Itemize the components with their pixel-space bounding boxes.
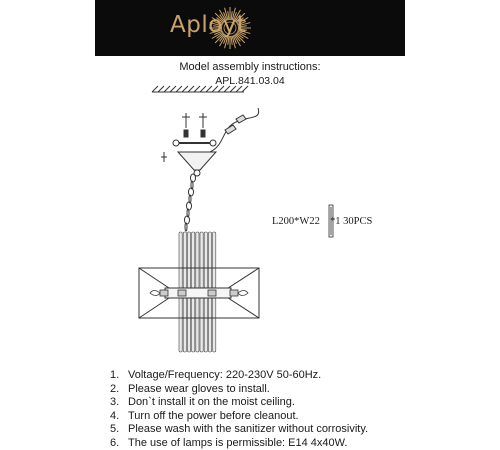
glass-rod-cluster-lower (179, 298, 216, 352)
instruction-item (110, 369, 368, 383)
brand-banner (95, 0, 405, 56)
instruction-item (110, 383, 368, 397)
mounting-screws-icon (173, 113, 216, 146)
instruction-number: 4. (110, 409, 120, 422)
glass-rod-cluster-upper (179, 232, 216, 288)
instruction-number: 1. (110, 369, 120, 381)
instruction-number: 2. (110, 382, 120, 395)
instruction-text: Please wear gloves to install. (128, 382, 270, 395)
instructions-list (110, 369, 368, 450)
instruction-item (110, 410, 368, 424)
ceiling-hatch (152, 86, 248, 92)
assembly-drawing (0, 80, 500, 370)
instruction-item (110, 396, 368, 410)
rod-size: L200*W22 (272, 216, 320, 227)
instruction-item (110, 423, 368, 437)
brand-name: Aployt (170, 12, 247, 38)
instruction-text: The use of lamps is permissible: E14 4x40W. (128, 436, 348, 449)
instruction-number: 3. (110, 396, 120, 408)
instruction-text: Please wash with the sanitizer without corrosivity. (128, 423, 369, 435)
chain (185, 174, 196, 231)
canopy (161, 152, 216, 176)
instruction-text: Voltage/Frequency: 220-230V 50-60Hz. (128, 369, 322, 381)
instruction-number: 5. (110, 423, 120, 435)
rod-quantity: *1 30PCS (330, 216, 373, 227)
wire-connector-icon (210, 108, 259, 152)
instruction-number: 6. (110, 436, 120, 449)
instruction-text: Don`t install it on the moist ceiling. (128, 396, 295, 408)
instruction-text: Turn off the power before cleanout. (128, 409, 299, 422)
model-number: APL.841.03.04 (215, 75, 285, 87)
page-title: Model assembly instructions: (179, 61, 321, 73)
instruction-item (110, 437, 368, 450)
